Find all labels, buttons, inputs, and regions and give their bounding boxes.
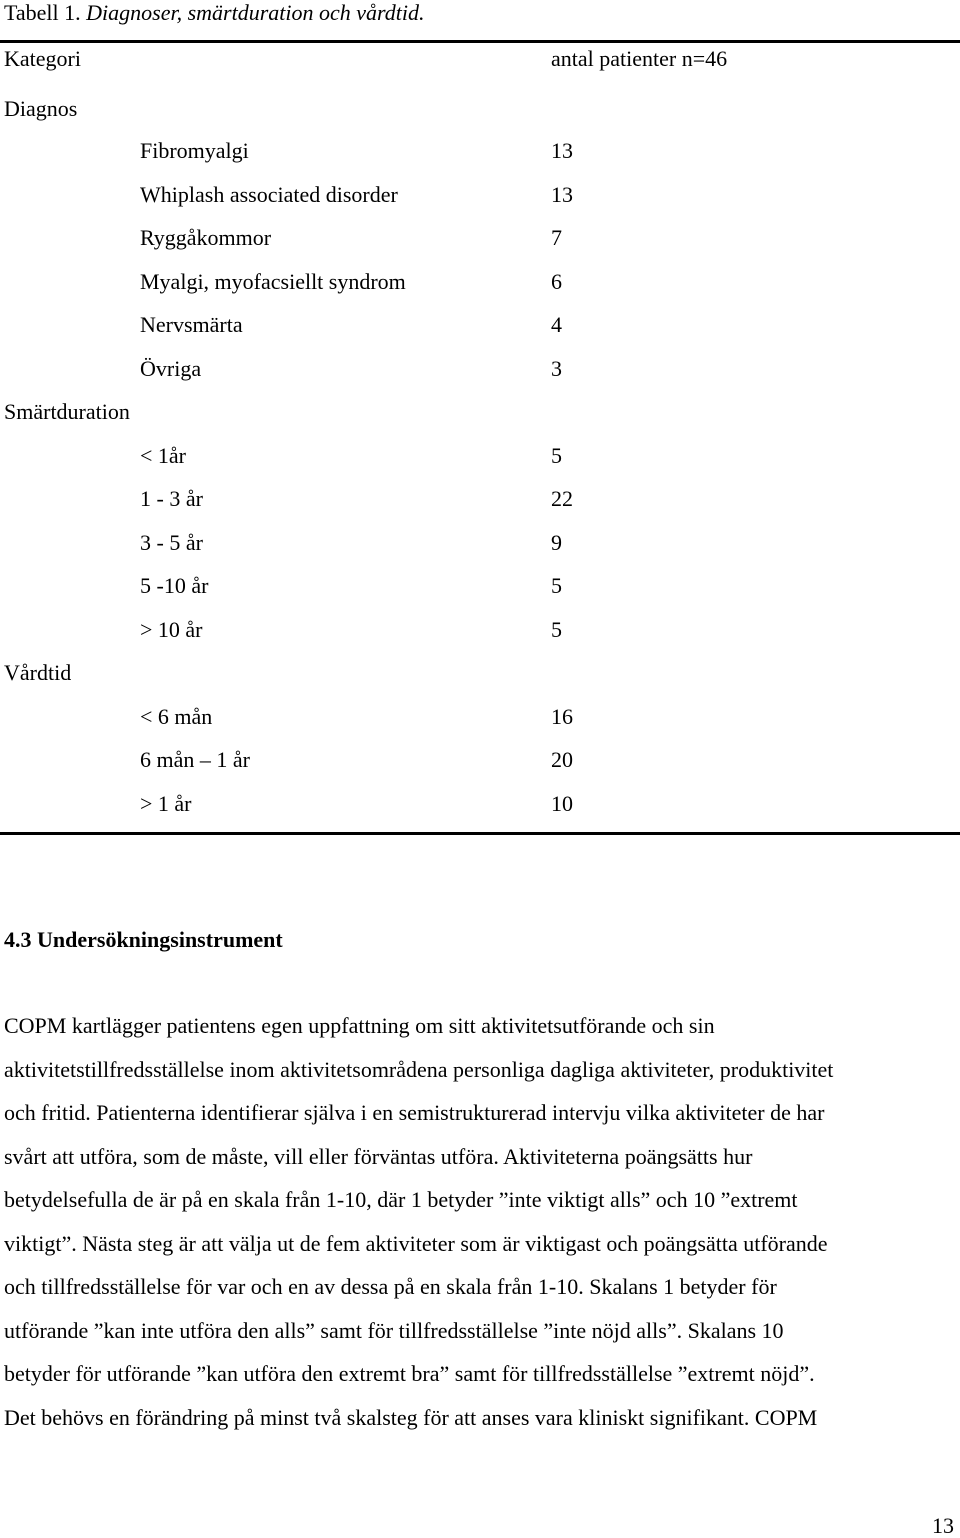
- group-label-smartduration: Smärtduration: [4, 399, 130, 424]
- table-header-count: antal patienter n=46: [551, 46, 728, 71]
- section-heading: 4.3 Undersökningsinstrument: [4, 927, 283, 952]
- row-value: 16: [551, 704, 573, 729]
- row-value: 9: [551, 530, 562, 555]
- row-item: 1 - 3 år: [140, 486, 203, 511]
- row-value: 5: [551, 617, 562, 642]
- row-value: 4: [551, 312, 562, 337]
- row-item: < 6 mån: [140, 704, 213, 729]
- paragraph-line: betydelsefulla de är på en skala från 1-10, där 1 betyder ”inte viktigt alls” och 10 ”extremt: [4, 1187, 798, 1212]
- row-item: < 1år: [140, 443, 186, 468]
- caption-lead: Tabell 1.: [4, 0, 87, 25]
- caption-title: Diagnoser, smärtduration och vårdtid.: [86, 0, 425, 25]
- row-item: > 1 år: [140, 791, 192, 816]
- paragraph-line: och fritid. Patienterna identifierar själva i en semistrukturerad intervju vilka aktiviteter de har: [4, 1100, 825, 1125]
- row-item: Whiplash associated disorder: [140, 182, 398, 207]
- row-value: 5: [551, 443, 562, 468]
- table-top-rule: [0, 40, 960, 43]
- row-value: 22: [551, 486, 573, 511]
- group-label-vardtid: Vårdtid: [4, 660, 72, 685]
- row-item: Ryggåkommor: [140, 225, 272, 250]
- row-value: 3: [551, 356, 562, 381]
- row-item: Fibromyalgi: [140, 138, 249, 163]
- row-value: 6: [551, 269, 562, 294]
- paragraph-line: betyder för utförande ”kan utföra den extremt bra” samt för tillfredsställelse ”extremt nöjd”.: [4, 1361, 815, 1386]
- paragraph-line: aktivitetstillfredsställelse inom aktivitetsområdena personliga dagliga aktiviteter, produktivitet: [4, 1056, 834, 1082]
- group-label-diagnos: Diagnos: [4, 96, 78, 121]
- row-value: 10: [551, 791, 573, 816]
- row-value: 13: [551, 182, 573, 207]
- row-value: 5: [551, 573, 562, 598]
- page-number: 13: [932, 1513, 954, 1538]
- row-value: 20: [551, 747, 573, 772]
- row-item: > 10 år: [140, 617, 203, 642]
- table-header-category: Kategori: [4, 46, 81, 71]
- row-item: Nervsmärta: [140, 312, 243, 337]
- paragraph-line: svårt att utföra, som de måste, vill eller förväntas utföra. Aktiviteterna poängsätts hur: [4, 1143, 753, 1169]
- row-item: Övriga: [140, 356, 202, 381]
- body-paragraph: [4, 1011, 960, 1446]
- paragraph-line: COPM kartlägger patientens egen uppfattning om sitt aktivitetsutförande och sin: [4, 1013, 715, 1038]
- table-bottom-rule: [0, 832, 960, 835]
- paragraph-line: och tillfredsställelse för var och en av dessa på en skala från 1-10. Skalans 1 betyder för: [4, 1274, 777, 1299]
- paragraph-line: Det behövs en förändring på minst två skalsteg för att anses vara kliniskt signifikant. COPM: [4, 1404, 818, 1430]
- paragraph-line: utförande ”kan inte utföra den alls” samt för tillfredsställelse ”inte nöjd alls”. Skalans 10: [4, 1317, 784, 1343]
- row-item: Myalgi, myofacsiellt syndrom: [140, 269, 406, 294]
- paragraph-line: viktigt”. Nästa steg är att välja ut de fem aktiviteter som är viktigast och poängsätta utförande: [4, 1230, 828, 1256]
- row-item: 5 -10 år: [140, 573, 209, 598]
- row-item: 6 mån – 1 år: [140, 747, 250, 772]
- row-value: 7: [551, 225, 562, 250]
- row-value: 13: [551, 138, 573, 163]
- row-item: 3 - 5 år: [140, 530, 203, 555]
- table-caption: [4, 0, 425, 26]
